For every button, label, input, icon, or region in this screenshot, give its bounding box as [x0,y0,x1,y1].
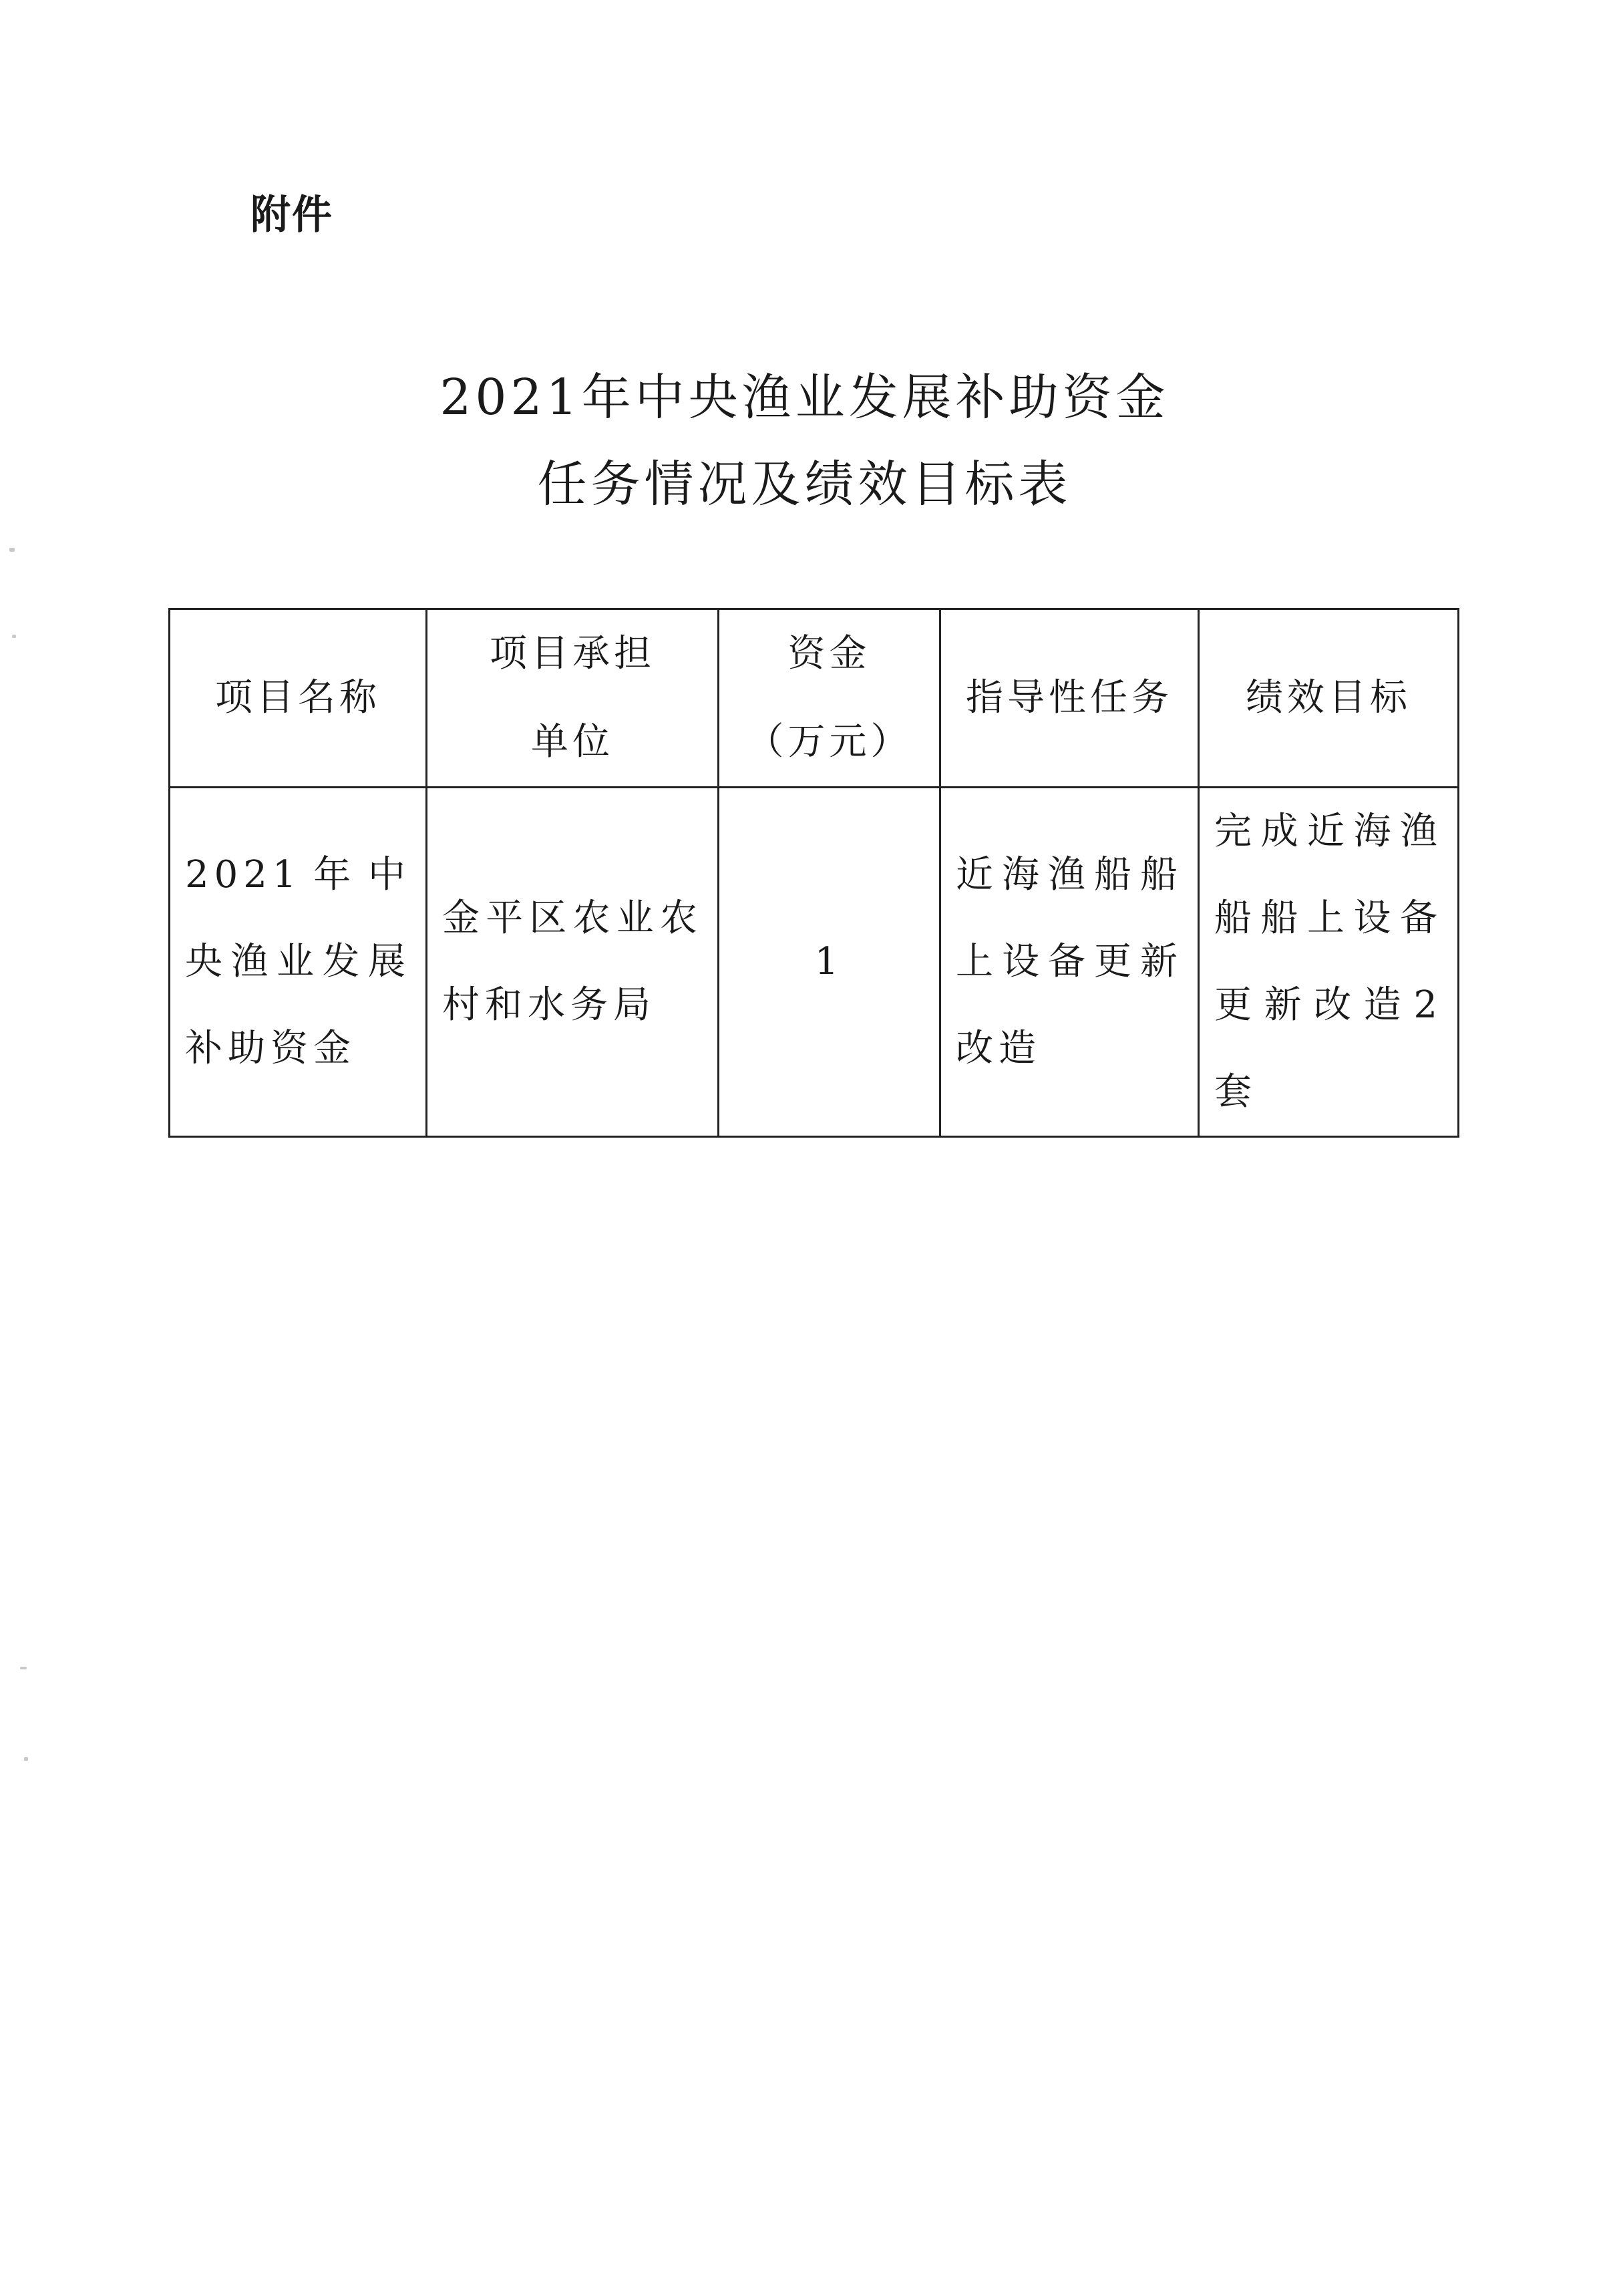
cell-project-name: 2021年中央渔业发展补助资金 [170,788,427,1137]
header-guiding-task-text: 指导性任务 [966,676,1173,719]
scan-speck [24,1757,28,1761]
header-project-name-text: 项目名称 [215,676,381,719]
cell-performance-goal: 完成近海渔船船上设备更新改造2套 [1199,788,1459,1137]
attachment-label: 附件 [250,192,333,238]
header-funds-line-1: 资金 [787,632,871,675]
header-guiding-task [940,609,1199,788]
document-title-line-2: 任务情况及绩效目标表 [537,456,1072,513]
document-title-line-1: 2021年中央渔业发展补助资金 [439,369,1170,426]
header-project-name [170,609,427,788]
header-funds-line-2: （万元） [746,720,912,764]
cell-undertaking-unit: 金平区农业农村和水务局 [427,788,719,1137]
header-funds [719,609,940,788]
task-performance-table [168,608,1459,1138]
header-undertaking-unit-line-2: 单位 [531,720,614,764]
cell-funds: 1 [719,788,940,1137]
scan-speck [20,1667,27,1669]
header-undertaking-unit [427,609,719,788]
cell-guiding-task: 近海渔船船上设备更新改造 [940,788,1199,1137]
header-performance-goal [1199,609,1459,788]
header-performance-goal-text: 绩效目标 [1246,676,1411,719]
table-header-row [170,609,1459,788]
header-undertaking-unit-line-1: 项目承担 [490,632,655,675]
scan-speck [12,635,16,638]
scan-speck [9,548,15,552]
table-row [170,788,1459,1137]
